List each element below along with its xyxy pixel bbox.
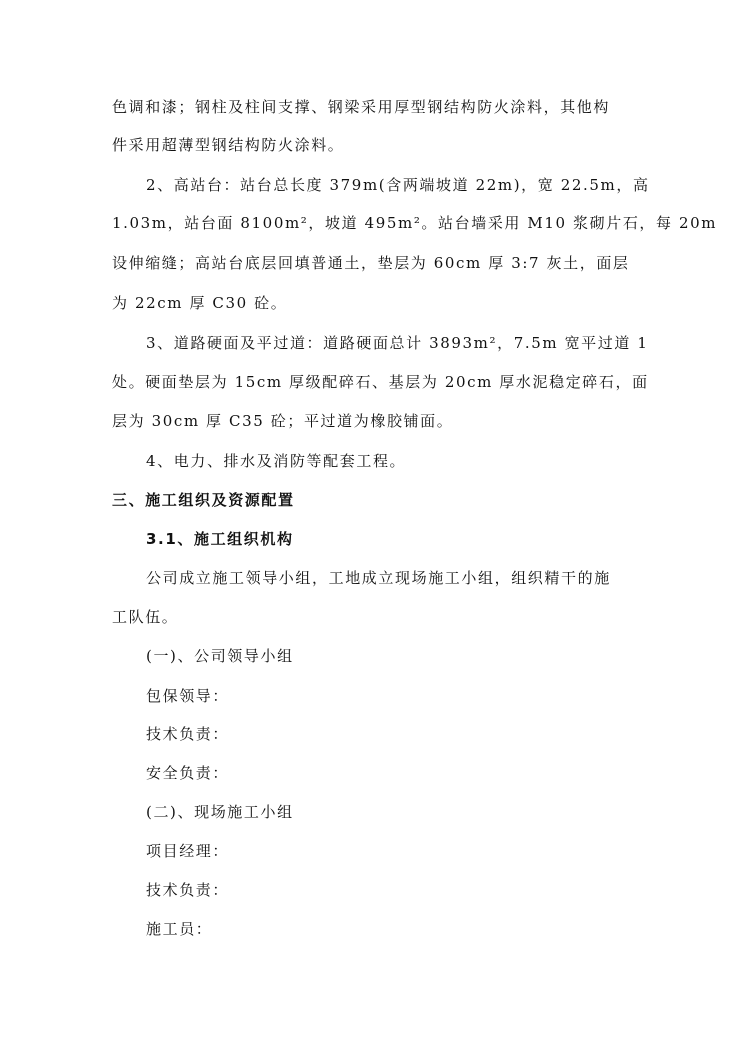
group2-title: (二)、现场施工小组 bbox=[146, 803, 294, 821]
para2-line4: 为 22cm 厚 C30 砼。 bbox=[112, 294, 288, 312]
para4: 4、电力、排水及消防等配套工程。 bbox=[146, 452, 407, 470]
para1-line2: 件采用超薄型钢结构防火涂料。 bbox=[112, 136, 345, 154]
para3-line3: 层为 30cm 厚 C35 砼；平过道为橡胶铺面。 bbox=[112, 412, 454, 430]
para5-line1: 公司成立施工领导小组，工地成立现场施工小组，组织精干的施 bbox=[146, 569, 611, 587]
group1-title: (一)、公司领导小组 bbox=[146, 647, 294, 665]
group2-item-worker: 施工员： bbox=[146, 920, 213, 938]
section-heading-3: 三、施工组织及资源配置 bbox=[112, 491, 295, 509]
para2-line3: 设伸缩缝；高站台底层回填普通土，垫层为 60cm 厚 3:7 灰土，面层 bbox=[112, 254, 630, 272]
group1-item-safety: 安全负责： bbox=[146, 764, 230, 782]
para3-line1: 3、道路硬面及平过道：道路硬面总计 3893m²，7.5m 宽平过道 1 bbox=[146, 334, 649, 352]
para2-line2: 1.03m，站台面 8100m²，坡道 495m²。站台墙采用 M10 浆砌片石，每 20m bbox=[112, 214, 718, 232]
group2-item-tech: 技术负责： bbox=[146, 881, 230, 899]
para2-line1: 2、高站台：站台总长度 379m(含两端坡道 22m)，宽 22.5m，高 bbox=[146, 176, 650, 194]
group2-item-pm: 项目经理： bbox=[146, 842, 230, 860]
para5-line2: 工队伍。 bbox=[112, 608, 179, 626]
group1-item-leader: 包保领导： bbox=[146, 687, 230, 705]
section-heading-3-1: 3.1、施工组织机构 bbox=[146, 530, 294, 548]
group1-item-tech: 技术负责： bbox=[146, 725, 230, 743]
para1-line1: 色调和漆；钢柱及柱间支撑、钢梁采用厚型钢结构防火涂料，其他构 bbox=[112, 98, 611, 116]
para3-line2: 处。硬面垫层为 15cm 厚级配碎石、基层为 20cm 厚水泥稳定碎石，面 bbox=[112, 373, 649, 391]
